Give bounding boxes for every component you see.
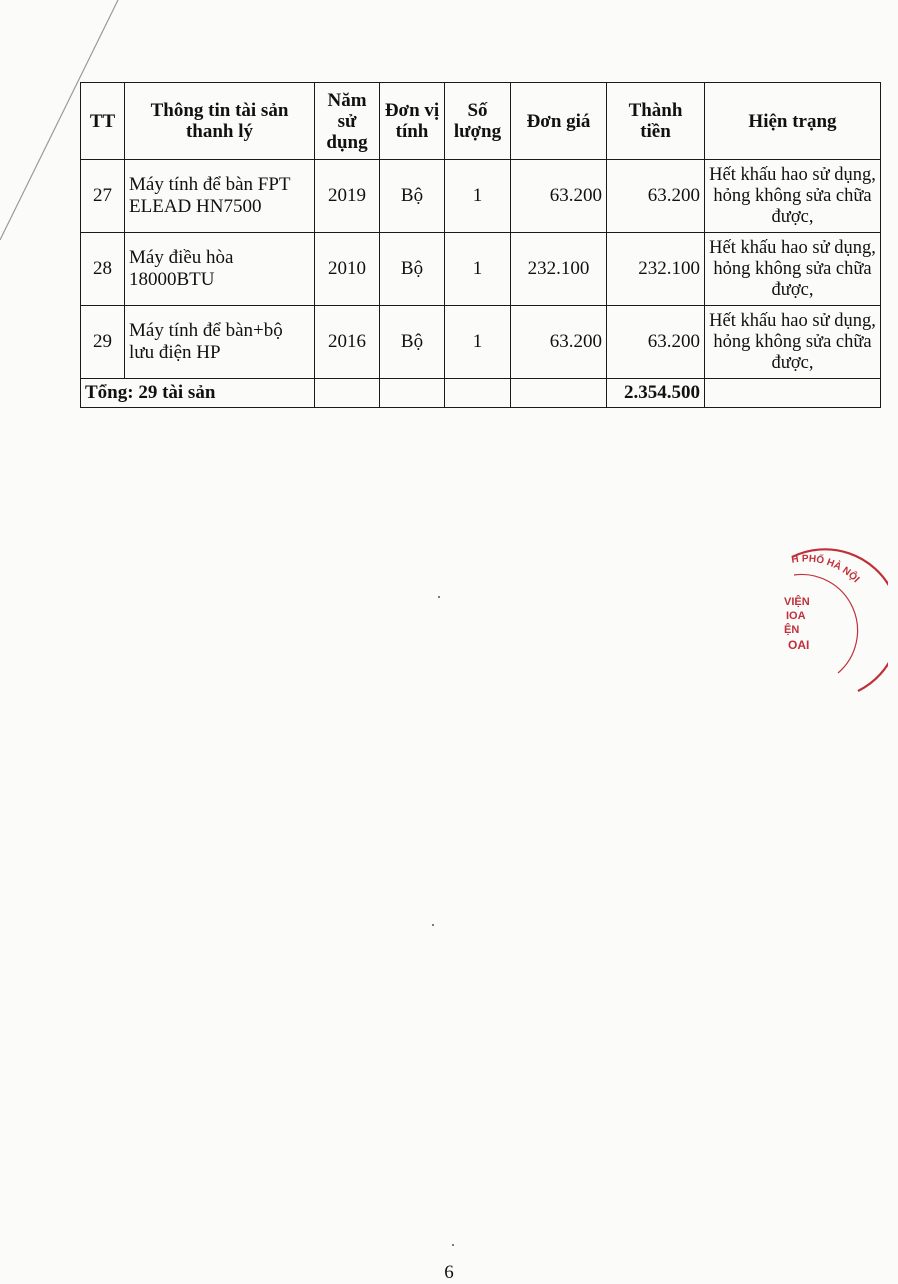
svg-text:OAI: OAI [788,638,810,652]
official-red-stamp [778,545,888,705]
header-amount: Thành tiền [607,83,705,160]
cell-unit-price: 232.100 [511,233,607,306]
page-number: 6 [444,1262,454,1283]
header-year: Năm sử dụng [315,83,380,160]
cell-year: 2016 [315,306,380,379]
svg-text:H PHỐ HÀ NỘI: H PHỐ HÀ NỘI [790,553,862,586]
cell-year: 2010 [315,233,380,306]
cell-status: Hết khấu hao sử dụng, hỏng không sửa chữa được, [705,233,881,306]
cell-amount: 63.200 [607,306,705,379]
total-row [81,379,881,408]
cell-unit-price: 63.200 [511,160,607,233]
header-tt: TT [81,83,125,160]
total-label: Tổng: 29 tài sản [81,379,315,408]
cell-quantity: 1 [445,233,511,306]
cell-unit: Bộ [380,160,445,233]
svg-text:VIỆN: VIỆN [784,596,810,608]
total-amount: 2.354.500 [607,379,705,408]
cell-tt: 27 [81,160,125,233]
cell-unit: Bộ [380,233,445,306]
empty-cell [315,379,380,408]
header-quantity: Số lượng [445,83,511,160]
cell-asset-name: Máy tính để bàn+bộ lưu điện HP [125,306,315,379]
cell-year: 2019 [315,160,380,233]
asset-liquidation-table [80,82,881,408]
empty-cell [511,379,607,408]
empty-cell [445,379,511,408]
cell-unit-price: 63.200 [511,306,607,379]
cell-status: Hết khấu hao sử dụng, hỏng không sửa chữa được, [705,306,881,379]
svg-text:ỆN: ỆN [784,624,800,636]
empty-cell [705,379,881,408]
scan-speck [452,1244,454,1246]
cell-asset-name: Máy tính để bàn FPT ELEAD HN7500 [125,160,315,233]
scan-speck [432,924,434,926]
cell-amount: 232.100 [607,233,705,306]
table-header-row [81,83,881,160]
header-status: Hiện trạng [705,83,881,160]
table-row [81,160,881,233]
cell-tt: 29 [81,306,125,379]
table-row [81,306,881,379]
header-asset-info: Thông tin tài sản thanh lý [125,83,315,160]
cell-status: Hết khấu hao sử dụng, hỏng không sửa chữa được, [705,160,881,233]
cell-amount: 63.200 [607,160,705,233]
svg-text:IOA: IOA [786,610,806,622]
header-unit: Đơn vị tính [380,83,445,160]
cell-quantity: 1 [445,306,511,379]
scan-speck [438,596,440,598]
table-row [81,233,881,306]
empty-cell [380,379,445,408]
cell-tt: 28 [81,233,125,306]
cell-unit: Bộ [380,306,445,379]
header-unit-price: Đơn giá [511,83,607,160]
cell-quantity: 1 [445,160,511,233]
cell-asset-name: Máy điều hòa 18000BTU [125,233,315,306]
